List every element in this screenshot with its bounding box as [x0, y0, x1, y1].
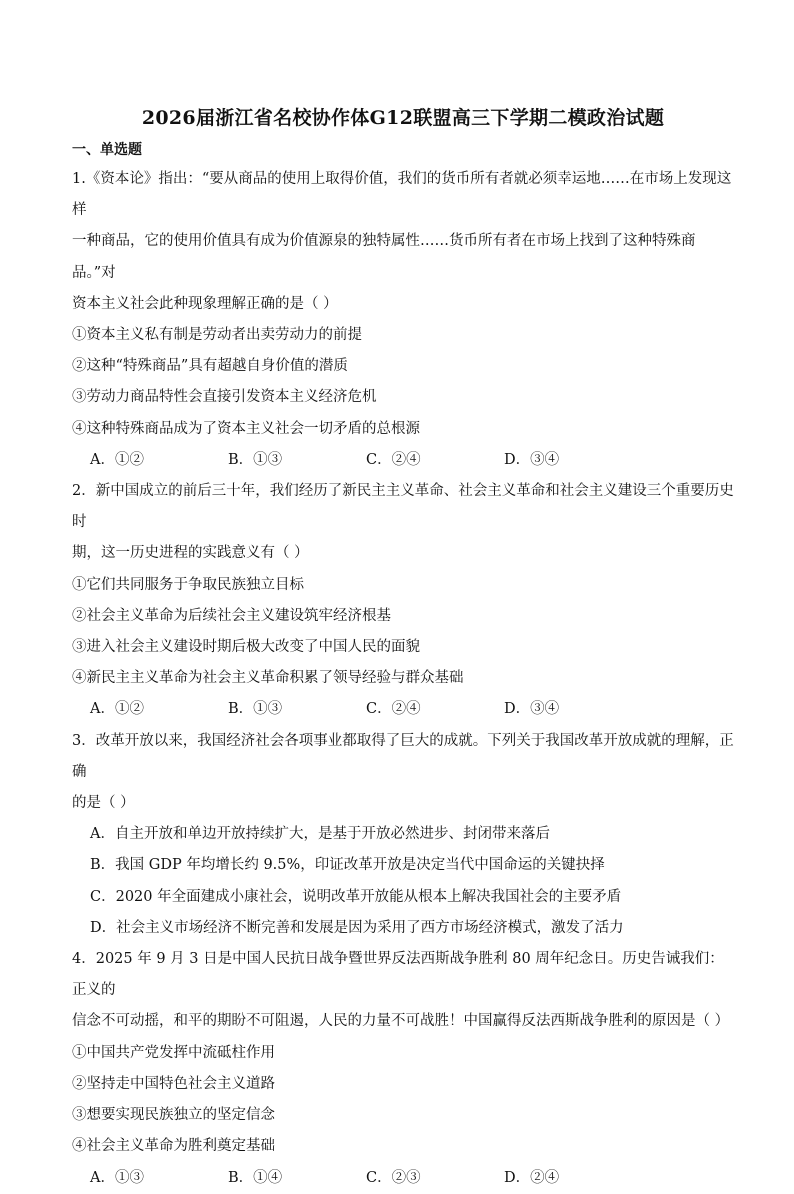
answer-options — [72, 445, 734, 476]
question-2 — [72, 476, 734, 726]
answer-option-a[interactable]: A．①② — [90, 701, 144, 718]
question-3 — [72, 726, 734, 944]
statement-item: ④社会主义革命为胜利奠定基础 — [72, 1138, 275, 1155]
answer-option-d[interactable]: D．③④ — [504, 451, 560, 468]
page-title: 2026届浙江省名校协作体G12联盟高三下学期二模政治试题 — [141, 107, 665, 129]
answer-option-d[interactable]: D．②④ — [504, 1169, 560, 1186]
statement-item: ③想要实现民族独立的坚定信念 — [72, 1107, 275, 1124]
statement-item: ②社会主义革命为后续社会主义建设筑牢经济根基 — [72, 607, 391, 624]
question-stem-line: 3．改革开放以来，我国经济社会各项事业都取得了巨大的成就。下列关于我国改革开放成就的理解，正确 — [72, 732, 734, 780]
answer-option-d[interactable]: D．③④ — [504, 701, 560, 718]
answer-option-d[interactable]: D．社会主义市场经济不断完善和发展是因为采用了西方市场经济模式，激发了活力 — [90, 919, 624, 936]
section-heading: 一、单选题 — [72, 142, 142, 158]
statement-item: ②这种“特殊商品”具有超越自身价值的潜质 — [72, 358, 348, 375]
answer-option-c[interactable]: C．②③ — [366, 1169, 421, 1186]
question-stem-line: 期，这一历史进程的实践意义有（ ） — [72, 545, 309, 562]
answer-option-c[interactable]: C．2020 年全面建成小康社会，说明改革开放能从根本上解决我国社会的主要矛盾 — [90, 888, 622, 905]
answer-option-c[interactable]: C．②④ — [366, 451, 421, 468]
answer-option-b[interactable]: B．①③ — [228, 701, 283, 718]
answer-option-c[interactable]: C．②④ — [366, 701, 421, 718]
answer-option-b[interactable]: B．①④ — [228, 1169, 283, 1186]
statement-item: ③进入社会主义建设时期后极大改变了中国人民的面貌 — [72, 639, 420, 656]
answer-options — [72, 694, 734, 725]
answer-option-a[interactable]: A．自主开放和单边开放持续扩大，是基于开放必然进步、封闭带来落后 — [90, 826, 550, 843]
question-stem-line: 的是（ ） — [72, 795, 135, 812]
statement-item: ④新民主主义革命为社会主义革命积累了领导经验与群众基础 — [72, 670, 464, 687]
answer-option-b[interactable]: B．我国 GDP 年均增长约 9.5%，印证改革开放是决定当代中国命运的关键抉择 — [90, 857, 605, 874]
statement-item: ④这种特殊商品成为了资本主义社会一切矛盾的总根源 — [72, 420, 420, 437]
statement-item: ①资本主义私有制是劳动者出卖劳动力的前提 — [72, 327, 362, 344]
statement-item: ③劳动力商品特性会直接引发资本主义经济危机 — [72, 389, 377, 406]
answer-option-b[interactable]: B．①③ — [228, 451, 283, 468]
answer-options — [72, 1163, 734, 1194]
answer-option-a[interactable]: A．①② — [90, 451, 144, 468]
question-1 — [72, 164, 734, 476]
statement-item: ①中国共产党发挥中流砥柱作用 — [72, 1044, 275, 1061]
answer-option-a[interactable]: A．①③ — [90, 1169, 144, 1186]
question-stem-line: 资本主义社会此种现象理解正确的是（ ） — [72, 295, 338, 312]
question-stem-line: 信念不可动摇，和平的期盼不可阻遏，人民的力量不可战胜！中国赢得反法西斯战争胜利的原因是（ ） — [72, 1013, 730, 1030]
question-4 — [72, 944, 734, 1194]
statement-item: ②坚持走中国特色社会主义道路 — [72, 1075, 275, 1092]
question-stem-line: 4．2025 年 9 月 3 日是中国人民抗日战争暨世界反法西斯战争胜利 80 周年纪念日。历史告诫我们：正义的 — [72, 951, 724, 999]
question-stem-line: 2．新中国成立的前后三十年，我们经历了新民主主义革命、社会主义革命和社会主义建设三个重要历史时 — [72, 483, 734, 531]
question-stem-line: 1.《资本论》指出：“要从商品的使用上取得价值，我们的货币所有者就必须幸运地……在市场上发现这样 — [72, 171, 732, 219]
statement-item: ①它们共同服务于争取民族独立目标 — [72, 576, 304, 593]
question-stem-line: 一种商品，它的使用价值具有成为价值源泉的独特属性……货币所有者在市场上找到了这种特殊商品。”对 — [72, 233, 696, 281]
